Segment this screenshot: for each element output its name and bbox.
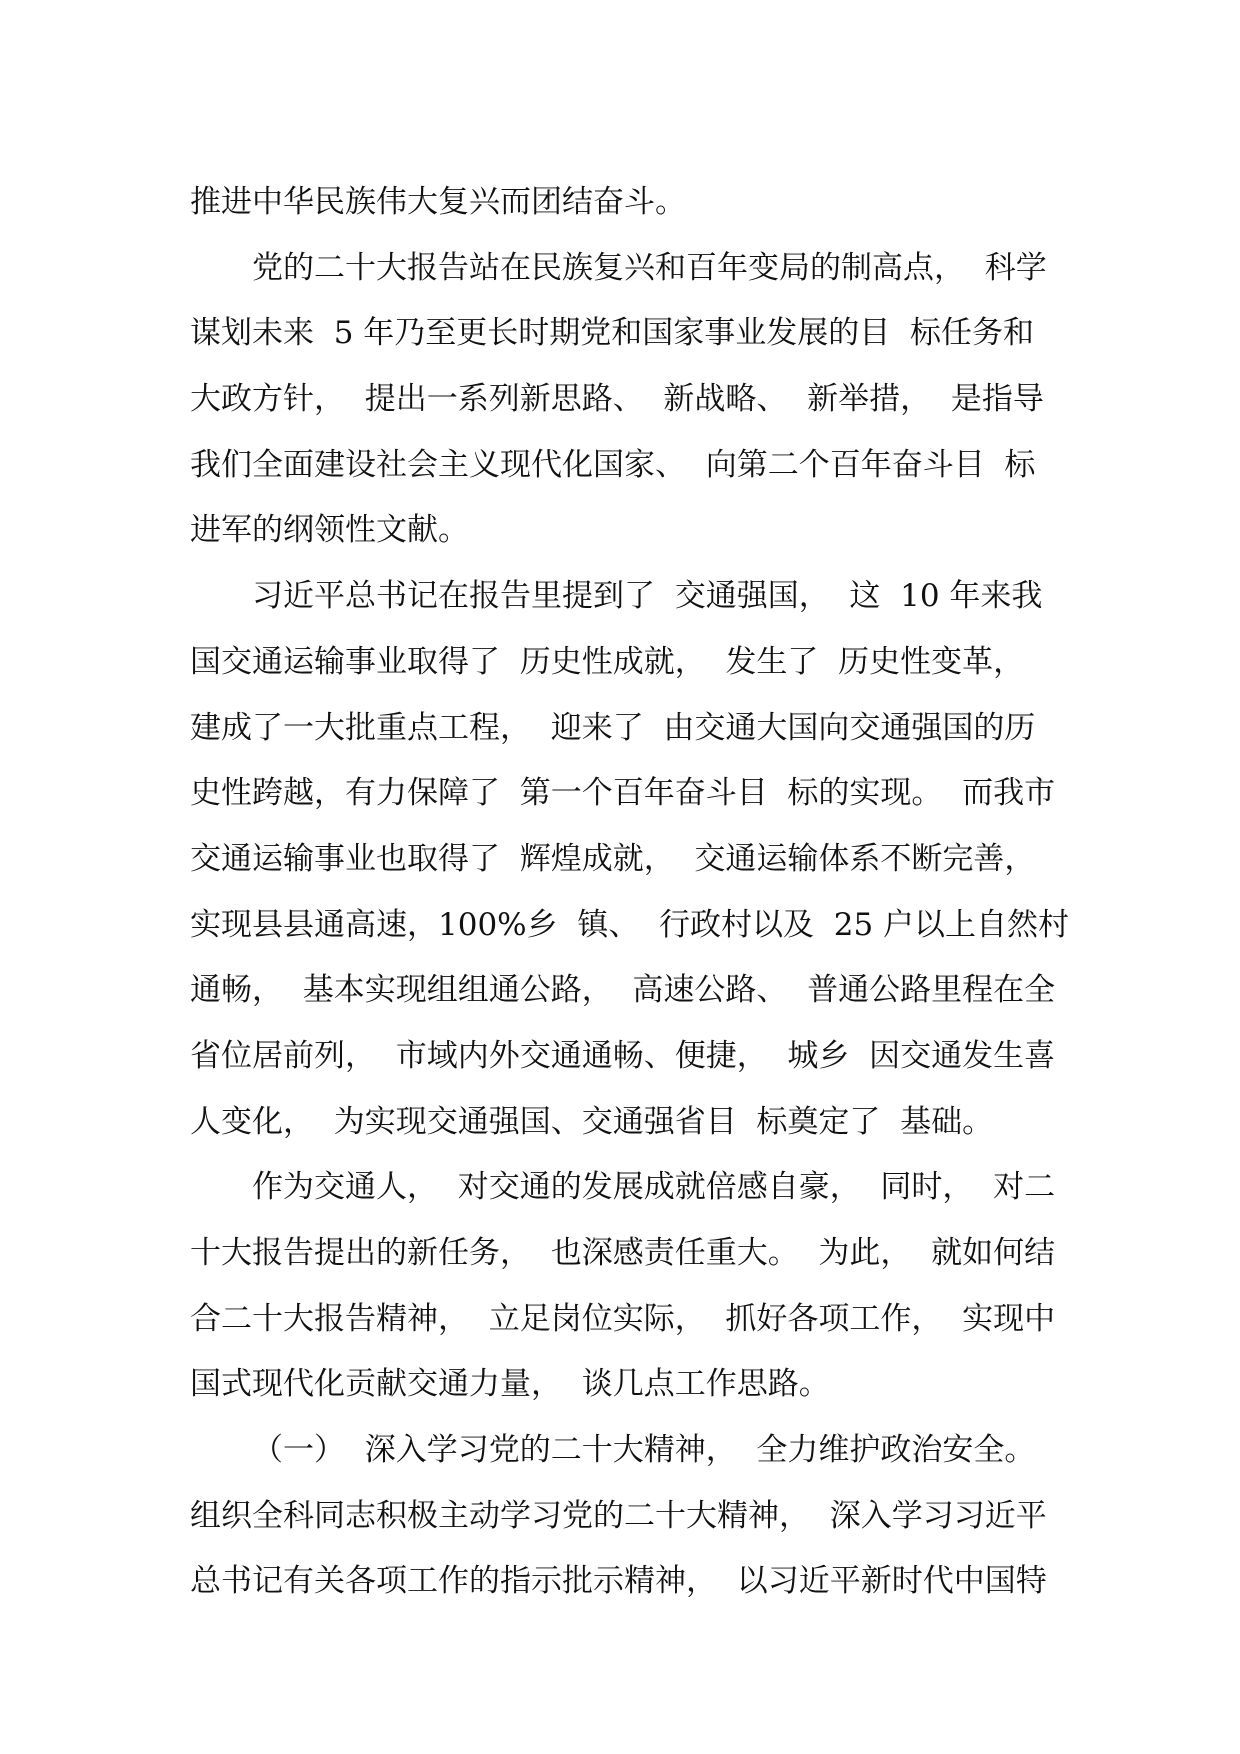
text-line: 通畅， 基本实现组组通公路， 高速公路、 普通公路里程在全 (190, 972, 1056, 1009)
paragraph-report-overview (190, 236, 1060, 564)
paragraph-transport-achievements (190, 564, 1070, 1155)
document-body (190, 170, 1070, 1615)
section-heading-line: （一） 深入学习党的二十大精神， 全力维护政治安全。 (252, 1432, 1036, 1469)
text-line: 习近平总书记在报告里提到了 交通强国， 这 10 年来我 (252, 578, 1043, 615)
paragraph-continuation (190, 170, 1060, 236)
text-line: 作为交通人， 对交通的发展成就倍感自豪， 同时， 对二 (252, 1169, 1056, 1206)
text-line: 建成了一大批重点工程， 迎来了 由交通大国向交通强国的历 (190, 709, 1036, 746)
text-line: 交通运输事业也取得了 辉煌成就， 交通运输体系不断完善， (190, 840, 1036, 877)
text-line: 党的二十大报告站在民族复兴和百年变局的制高点， 科学 (252, 249, 1047, 286)
text-line: 实现县县通高速，100%乡 镇、 行政村以及 25 户以上自然村 (190, 906, 1070, 943)
text-line: 推进中华民族伟大复兴而团结奋斗。 (190, 184, 686, 220)
text-line: 十大报告提出的新任务， 也深感责任重大。 为此， 就如何结 (190, 1235, 1056, 1271)
text-line: 组织全科同志积极主动学习党的二十大精神， 深入学习习近平 (190, 1497, 1047, 1534)
text-line: 史性跨越，有力保障了 第一个百年奋斗目 标的实现。 而我市 (190, 775, 1056, 812)
text-line: 省位居前列， 市域内外交通通畅、便捷， 城乡 因交通发生喜 (190, 1037, 1056, 1074)
text-line: 合二十大报告精神， 立足岗位实际， 抓好各项工作， 实现中 (190, 1300, 1056, 1337)
text-line: 国式现代化贡献交通力量， 谈几点工作思路。 (190, 1366, 830, 1403)
text-line: 总书记有关各项工作的指示批示精神， 以习近平新时代中国特 (190, 1563, 1047, 1600)
text-line: 我们全面建设社会主义现代化国家、 向第二个百年奋斗目 标 (190, 446, 1036, 483)
paragraph-work-ideas (190, 1155, 1060, 1418)
text-line: 进军的纲领性文献。 (190, 512, 469, 549)
paragraph-section-one (190, 1418, 1060, 1615)
text-line: 大政方针， 提出一系列新思路、 新战略、 新举措， 是指导 (190, 381, 1044, 418)
text-line: 人变化， 为实现交通强国、交通强省目 标奠定了 基础。 (190, 1103, 994, 1140)
text-line: 国交通运输事业取得了 历史性成就， 发生了 历史性变革， (190, 643, 1025, 680)
text-line: 谋划未来 5 年乃至更长时期党和国家事业发展的目 标任务和 (190, 315, 1034, 352)
